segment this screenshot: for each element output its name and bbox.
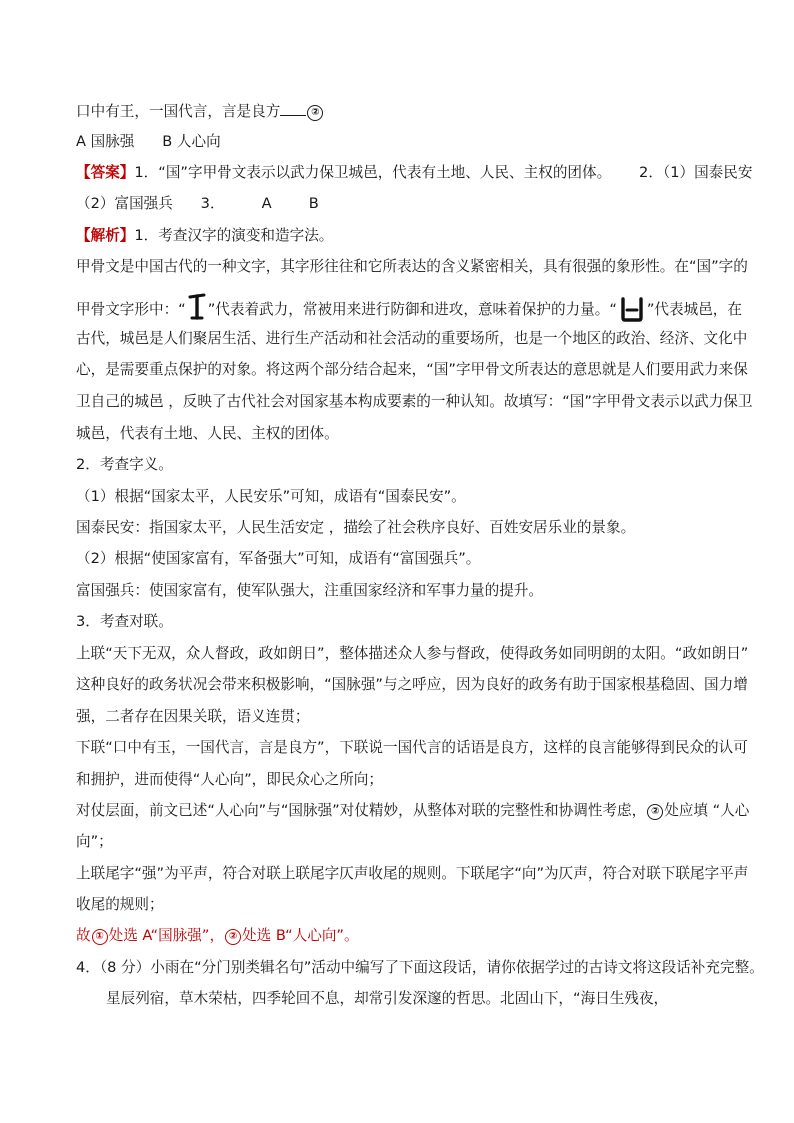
section-text: （2）根据“使国家富有，军备强大”可知，成语有“富国强兵”。	[76, 550, 481, 567]
blank-marker: ②	[647, 804, 663, 820]
para-text: 心，是需要重点保护的对象。将这两个部分结合起来，“国”字甲骨文所表达的意思就是人们要用武力来保	[76, 361, 748, 378]
question-text: 口中有王，一国代言，言是良方	[76, 103, 281, 120]
para-line-1	[76, 258, 748, 276]
para-text: ”代表城邑，在	[646, 301, 742, 318]
section-3-line-4	[76, 739, 748, 757]
blank-marker: ①	[92, 929, 108, 945]
answer-text: 1．“国”字甲骨文表示以武力保卫城邑，代表有土地、人民、主权的团体。 2．（1）国泰民安	[134, 164, 753, 181]
section-3-title	[76, 613, 726, 631]
conclusion-text: 处选 B“人心向”。	[242, 927, 359, 944]
section-3-line-5	[76, 771, 726, 789]
para-line-4	[76, 361, 748, 379]
fill-blank	[280, 102, 306, 116]
options-line	[76, 133, 726, 151]
options-text: A 国脉强 B 人心向	[76, 133, 221, 150]
section-text: 和拥护，进而使得“人心向”，即民众心之所向；	[76, 771, 383, 788]
conclusion-line	[76, 927, 726, 945]
conclusion-text: 处选 A“国脉强”，	[108, 927, 225, 944]
section-3-line-9	[76, 896, 726, 914]
section-text: 上联“天下无双，众人督政，政如朗日”，整体描述众人参与督政，使得政务如同明朗的太阳。“政如朗日”	[76, 645, 749, 662]
section-3-line-8	[76, 865, 749, 883]
section-text: 强，二者存在因果关联，语义连贯；	[76, 708, 310, 725]
section-2-def-1	[76, 519, 726, 537]
section-2-item-2	[76, 550, 726, 568]
conclusion-text: 故	[76, 927, 91, 944]
para-text: 甲骨文是中国古代的一种文字，其字形往往和它所表达的含义紧密相关，具有很强的象形性。在“国”字的	[76, 258, 748, 275]
section-text: 处应填 “人心	[664, 802, 750, 819]
section-text: 3．考查对联。	[76, 613, 173, 630]
oracle-city-glyph-icon	[618, 296, 646, 327]
section-3-line-7	[76, 833, 726, 851]
question-4-passage	[106, 990, 756, 1008]
passage-text: 星辰列宿，草木荣枯，四季轮回不息，却常引发深邃的哲思。北固山下，“海日生残夜，	[106, 990, 669, 1007]
section-text: 国泰民安：指国家太平，人民生活安定 ，描绘了社会秩序良好、百姓安居乐业的景象。	[76, 519, 636, 536]
section-2-title	[76, 456, 726, 474]
section-text: 向”；	[76, 833, 113, 850]
para-text: ”代表着武力，常被用来进行防御和进攻，意味着保护的力量。“	[207, 301, 617, 318]
answer-line-2	[76, 195, 726, 213]
para-text: 卫自己的城邑 ，反映了古代社会对国家基本构成要素的一种认知。故填写：“国”字甲骨文表示以武力保卫	[76, 393, 753, 410]
question-line	[76, 102, 726, 121]
para-line-3	[76, 330, 748, 348]
section-2-item-1	[76, 488, 726, 506]
section-3-line-6	[76, 802, 750, 820]
analysis-text: 1．考查汉字的演变和造字法。	[134, 227, 334, 244]
section-text: 这种良好的政务状况会带来积极影响，“国脉强”与之呼应，因为良好的政务有助于国家根基稳固、国力增	[76, 676, 748, 693]
section-3-line-3	[76, 708, 726, 726]
answer-label: 【答案】	[76, 164, 135, 181]
section-text: 收尾的规则；	[76, 896, 164, 913]
section-2-def-2	[76, 582, 726, 600]
section-text: 2．考查字义。	[76, 456, 173, 473]
para-text: 城邑，代表有土地、人民、主权的团体。	[76, 425, 339, 442]
oracle-weapon-glyph-icon	[187, 292, 207, 327]
para-text: 古代，城邑是人们聚居生活、进行生产活动和社会活动的重要场所，也是一个地区的政治、经济、文化中	[76, 330, 748, 347]
section-text: 富国强兵：使国家富有，使军队强大，注重国家经济和军事力量的提升。	[76, 582, 544, 599]
analysis-label: 【解析】	[76, 227, 135, 244]
section-text: （1）根据“国家太平，人民安乐”可知，成语有“国泰民安”。	[76, 488, 466, 505]
section-text: 上联尾字“强”为平声，符合对联上联尾字仄声收尾的规则。下联尾字“向”为仄声，符合对联下联尾字平声	[76, 865, 749, 882]
para-text: 甲骨文字形中：“	[76, 301, 186, 318]
question-4	[76, 959, 764, 977]
section-text: 下联“口中有玉，一国代言，言是良方”，下联说一国代言的话语是良方，这样的良言能够得到民众的认可	[76, 739, 748, 756]
blank-marker: ②	[307, 105, 323, 121]
section-3-line-1	[76, 645, 749, 663]
question-text: 4．（8 分）小雨在“分门别类辑名句”活动中编写了下面这段话，请你依据学过的古诗文将这段话补充完整。	[76, 959, 764, 976]
blank-marker: ②	[225, 929, 241, 945]
analysis-line	[76, 227, 726, 245]
answer-text-2: （2）富国强兵 3． A B	[76, 195, 319, 212]
para-line-2	[76, 292, 742, 327]
section-text: 对仗层面，前文已述“人心向”与“国脉强”对仗精妙，从整体对联的完整性和协调性考虑，	[76, 802, 647, 819]
para-line-5	[76, 393, 753, 411]
answer-line	[76, 164, 753, 182]
para-line-6	[76, 425, 726, 443]
section-3-line-2	[76, 676, 748, 694]
